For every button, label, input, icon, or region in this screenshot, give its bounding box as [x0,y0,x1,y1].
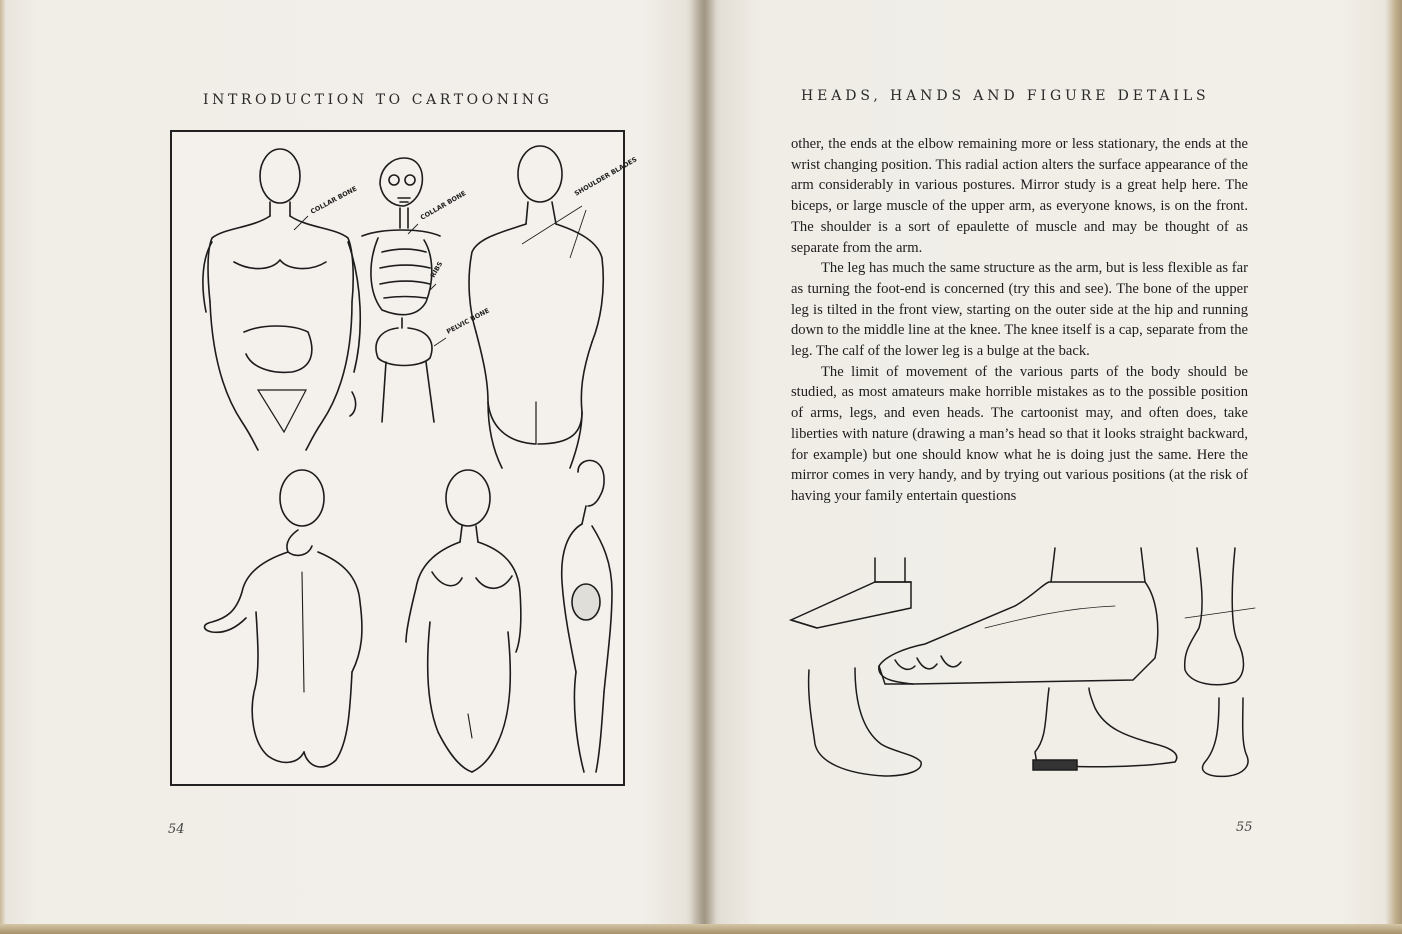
label-shoulder-blades: SHOULDER BLADES [573,155,639,198]
label-ribs: RIBS [428,260,445,279]
label-arrows [294,206,586,346]
right-side-foot-drawing [1202,698,1248,776]
paragraph-2: The leg has much the same structure as the arm, but is less flexible as far as turning the foot-end is concerned (try this and see). The bone of the upper leg is tilted in the front view, starting on the outer side at the hip and running down to the middle line at the knee. The knee itself is a cap, separate from the leg. The calf of the lower leg is a bulge at the back. [791,260,1248,360]
back-female-figure [205,470,362,767]
anatomy-illustration [170,130,639,786]
skeleton-figure [362,158,440,422]
feet-illustration [785,548,1265,788]
label-pelvic-bone: PELVIC BONE [445,306,491,336]
illustration-labels [309,155,638,336]
label-collar-bone-2: COLLAR BONE [419,189,468,222]
body-text [791,134,1248,507]
right-page [705,0,1395,926]
page-number-left: 54 [168,822,185,837]
page-number-right: 55 [1236,820,1253,835]
left-page [0,0,705,926]
block-foot-drawing [1033,688,1177,770]
paragraph-1: other, the ends at the elbow remaining more or less stationary, the ends at the wrist changing position. This radial action alters the surface appearance of the arm considerably in various postures. Mirror study is a great help here. The biceps, or large muscle of the upper arm, as everyone knows, is on the front. The shoulder is a sort of epaulette of muscle and may be thought of as separate from the arm. [791,136,1248,256]
book-bottom-edge [0,924,1402,934]
front-foot-drawing [1185,548,1255,685]
label-collar-bone-1: COLLAR BONE [309,184,359,216]
big-foot-drawing [879,548,1158,684]
paragraph-3: The limit of movement of the various parts of the body should be studied, as most amateurs make horrible mistakes as to the possible position of arms, legs, and even heads. The cartoonist may, and often does, take liberties with nature (drawing a man’s head so that it looks straight backward, for example) but one should know what he is doing just the same. Here the mirror comes in very handy, and by trying out various positions (at the risk of having your family entertain questions [791,363,1248,504]
front-female-figure [406,470,521,772]
anatomy-drawing [172,132,639,784]
wedge-block-drawing [791,558,911,628]
running-head-left: INTRODUCTION TO CARTOONING [203,92,553,108]
running-head-right: HEADS, HANDS AND FIGURE DETAILS [801,88,1210,104]
back-view-figure [469,146,603,468]
side-profile-figure [562,460,612,772]
